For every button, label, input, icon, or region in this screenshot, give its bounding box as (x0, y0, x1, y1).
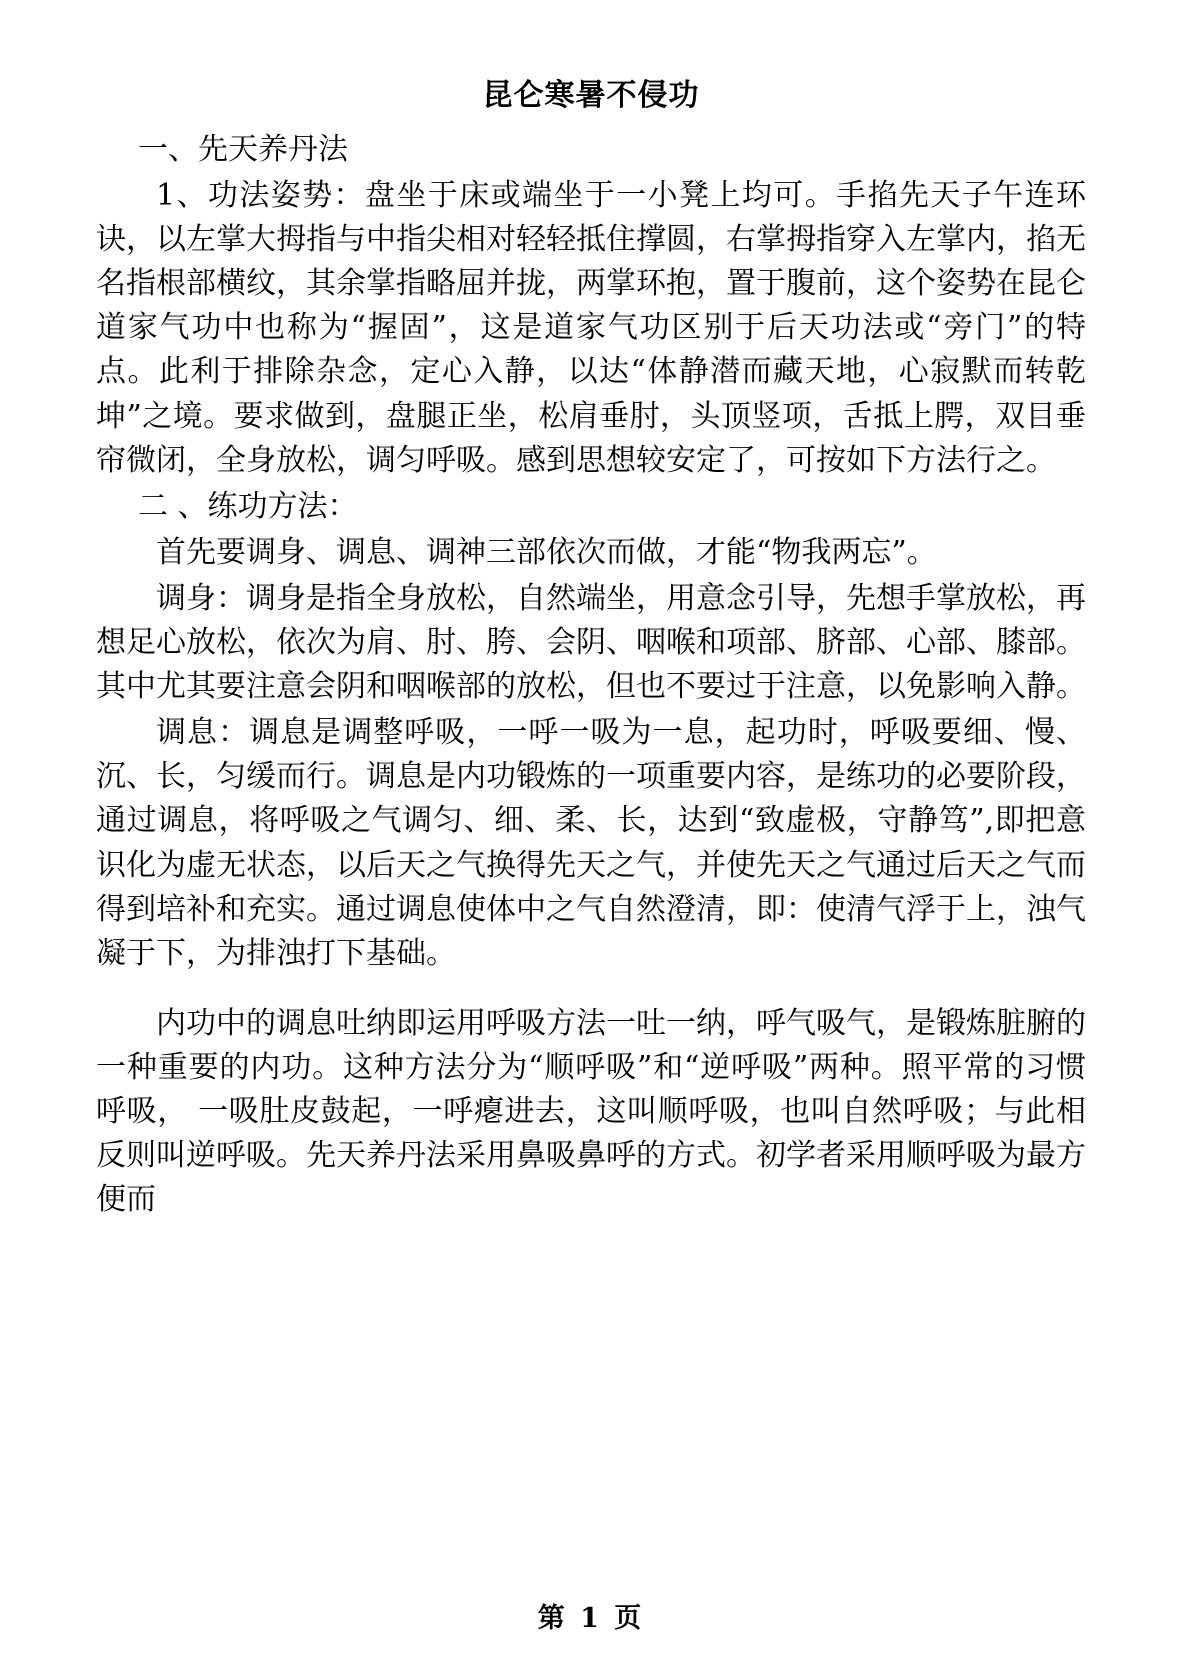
section-2-paragraph-2: 调身：调身是指全身放松，自然端坐，用意念引导，先想手掌放松，再想足心放松，依次为肩、肘、胯、会阴、咽喉和项部、脐部、心部、膝部。其中尤其要注意会阴和咽喉部的放松，但也不要过于注意，以免影响入静。 (96, 580, 1086, 705)
section-1-paragraph-1: 1、功法姿势：盘坐于床或端坐于一小凳上均可。手掐先天子午连环诀，以左掌大拇指与中指尖相对轻轻抵住撑圆，右掌拇指穿入左掌内，掐无名指根部横纹，其余掌指略屈并拢，两掌环抱，置于腹前，这个姿势在昆仑道家气功中也称为“握固”，这是道家气功区别于后天功法或“旁门”的特点。此利于排除杂念，定心入静，以达“体静潜而藏天地，心寂默而转乾坤”之境。要求做到，盘腿正坐，松肩垂肘，头顶竖项，舌抵上腭，双目垂帘微闭，全身放松，调匀呼吸。感到思想较安定了，可按如下方法行之。 (96, 178, 1086, 478)
section-2-paragraph-1: 首先要调身、调息、调神三部依次而做，才能“物我两忘”。 (156, 534, 937, 570)
section-2-paragraph-3: 调息：调息是调整呼吸，一呼一吸为一息，起功时，呼吸要细、慢、沉、长，匀缓而行。调息是内功锻炼的一项重要内容，是练功的必要阶段，通过调息，将呼吸之气调匀、细、柔、长，达到“致虚极，守静笃”,即把意识化为虚无状态，以后天之气换得先天之气，并使先天之气通过后天之气而得到培补和充实。通过调息使体中之气自然澄清，即：使清气浮于上，浊气凝于下，为排浊打下基础。 (96, 715, 1086, 971)
section-heading-1: 一、先天养丹法 (138, 132, 348, 167)
section-heading-2: 二 、练功方法： (138, 488, 358, 524)
page-number: 第 1 页 (537, 1603, 645, 1634)
section-2-paragraph-4: 内功中的调息吐纳即运用呼吸方法一吐一纳，呼气吸气，是锻炼脏腑的一种重要的内功。这种方法分为“顺呼吸”和“逆呼吸”两种。照平常的习惯呼吸， 一吸肚皮鼓起，一呼瘪进去，这叫顺呼吸，也叫自然呼吸；与此相反则叫逆呼吸。先天养丹法采用鼻吸鼻呼的方式。初学者采用顺呼吸为最方便而 (96, 1005, 1086, 1218)
page-title: 昆仑寒暑不侵功 (482, 78, 700, 113)
